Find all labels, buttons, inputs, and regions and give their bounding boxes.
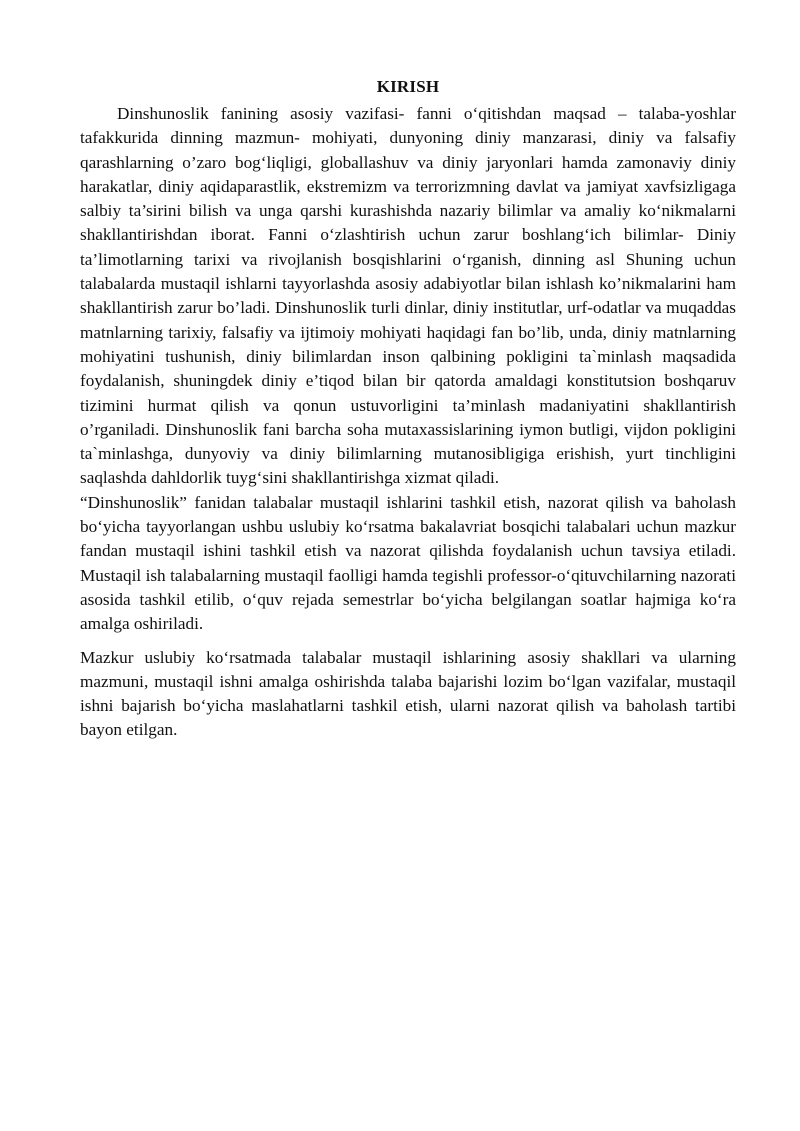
document-page [80,76,736,743]
paragraph-summary: Mazkur uslubiy ko‘rsatmada talabalar mustaqil ishlarining asosiy shakllari va ularning mazmuni, mustaqil ishni amalga oshirishda talaba bajarishi lozim bo‘lgan vazifalar, mustaqil ishni bajarish bo‘yicha maslahatlarni tashkil etish, ularni nazorat qilish va baholash tartibi bayon etilgan. [80,647,736,740]
paragraph-intro: Dinshunoslik fanining asosiy vazifasi- fanni o‘qitishdan maqsad – talaba-yoshlar tafakkurida dinning mazmun- mohiyati, dunyoning diniy manzarasi, diniy va falsafiy qarashlarning o’zaro bog‘liqligi, globallashuv va diniy jaryonlari hamda zamonaviy diniy harakatlar, diniy aqidaparastlik, ekstremizm va terrorizmning davlat va jamiyat xavfsizligaga salbiy ta’sirini bilish va unga qarshi kurashishda nazariy bilimlar va amaliy ko‘nikmalarni shakllantirishdan iborat. Fanni o‘zlashtirish uchun zarur boshlang‘ich bilimlar- Diniy ta’limotlarning tarixi va rivojlanish bosqishlarini o‘rganish, dinning asl Shuning uchun talabalarda mustaqil ishlarni tayyorlashda asosiy adabiyotlar bilan ishlash ko’nikmalarini ham shakllantirish zarur bo’ladi. Dinshunoslik turli dinlar, diniy institutlar, urf-odatlar va muqaddas matnlarning tarixiy, falsafiy va ijtimoiy mohiyati haqidagi fan bo’lib, unda, diniy matnlarning mohiyatini tushunish, diniy bilimlardan inson qalbining pokligini ta`minlash maqsadida foydalanish, shuningdek diniy e’tiqod bilan bir qatorda amaldagi konstitutsion boshqaruv tizimini hurmat qilish va qonun ustuvorligini ta’minlash madaniyatini shakllantirish o’rganiladi. Dinshunoslik fani barcha soha mutaxassislarining iymon butligi, vijdon pokligini ta`minlashga, dunyoviy va diniy bilimlarning mutanosibligiga erishish, yurt tinchligini saqlashda dahldorlik tuyg‘sini shakllantirishga xizmat qiladi. [80,104,736,488]
paragraph-guidance: “Dinshunoslik” fanidan talabalar mustaqil ishlarini tashkil etish, nazorat qilish va baholash bo‘yicha tayyorlangan ushbu uslubiy ko‘rsatma bakalavriat bosqichi talabalari uchun mazkur fandan mustaqil ishini tashkil etish va nazorat qilishda foydalanish uchun tavsiya etiladi. Mustaqil ish talabalarning mustaqil faolligi hamda tegishli professor-o‘qituvchilarning nazorati asosida tashkil etilib, o‘quv rejada semestrlar bo‘yicha belgilangan soatlar hajmiga ko‘ra amalga oshiriladi. [80,492,736,634]
page-title: KIRISH [376,77,440,96]
